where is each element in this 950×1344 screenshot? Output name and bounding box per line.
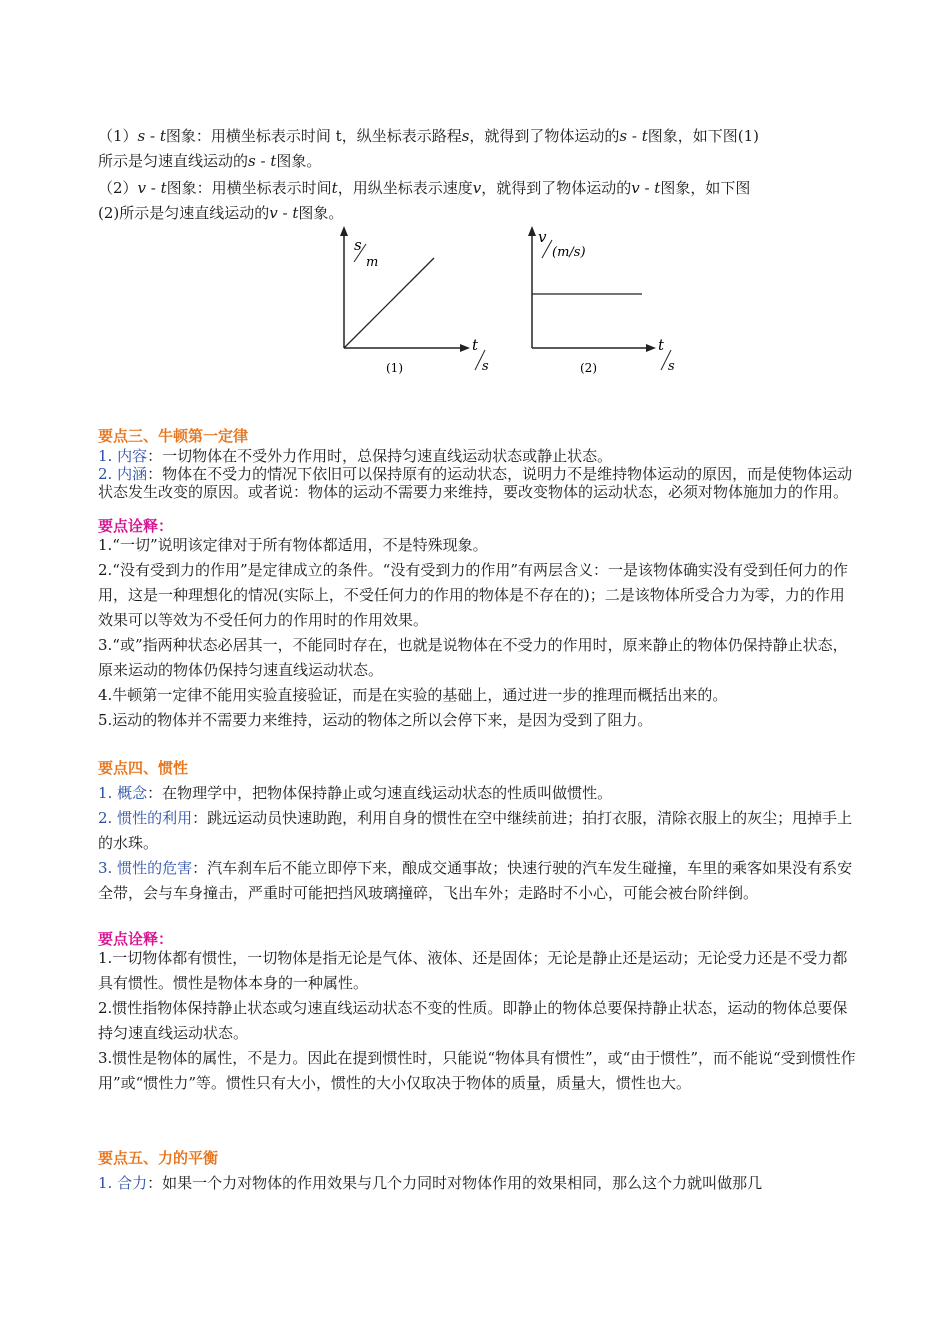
text: 图象：用横坐标表示时间 t，纵坐标表示路程 <box>165 127 462 145</box>
vt-graph-paragraph <box>98 176 858 226</box>
vt-symbol: v - t <box>269 204 299 222</box>
y-label: s <box>354 236 362 254</box>
item-text: ：物体在不受力的情况下依旧可以保持原有的运动状态，说明力不是维持物体运动的原因，而是使物体运动状态发生改变的原因。或者说：物体的运动不需要力来维持，要改变物体的运动状态，必须对物体施加力的作用。 <box>98 465 853 501</box>
text: (2)所示是匀速直线运动的 <box>98 204 270 222</box>
vt-symbol: v - t <box>137 179 167 197</box>
text: ，就得到了物体运动的 <box>469 127 620 145</box>
st-line <box>344 258 434 348</box>
y-axis-arrow <box>528 226 536 236</box>
v-symbol: v <box>472 179 482 197</box>
st-symbol: s - t <box>619 127 648 145</box>
text: 图象。 <box>298 204 344 222</box>
t-symbol: t <box>331 179 338 197</box>
item-text: ：跳远运动员快速助跑，利用自身的惯性在空中继续前进；拍打衣服，清除衣服上的灰尘；甩掉手上的水珠。 <box>98 809 853 852</box>
hazard-item <box>98 856 858 906</box>
item-number: （2） <box>98 179 138 197</box>
note-item: 3.“或”指两种状态必居其一，不能同时存在，也就是说物体在不受力的作用时，原来静止的物体仍保持静止状态，原来运动的物体仍保持匀速直线运动状态。 <box>98 636 848 679</box>
x-unit: s <box>668 359 675 374</box>
section-heading: 要点四、惯性 <box>98 759 189 777</box>
section4-content <box>98 781 858 906</box>
x-label: t <box>658 336 665 354</box>
st-graph <box>340 226 489 375</box>
section5-content <box>98 1171 858 1196</box>
text: 图象，如下图(1) <box>647 127 760 145</box>
section3-notes <box>98 533 858 733</box>
y-label: v <box>538 228 547 246</box>
usage-item <box>98 806 858 856</box>
item-label: 2. 惯性的利用 <box>98 809 193 827</box>
st-symbol: s - t <box>137 127 166 145</box>
note-item: 1.一切物体都有惯性，一切物体是指无论是气体、液体、还是固体；无论是静止还是运动；无论受力还是不受力都具有惯性。惯性是物体本身的一种属性。 <box>98 949 848 992</box>
text: 图象：用横坐标表示时间 <box>166 179 332 197</box>
vt-graph <box>528 226 675 375</box>
figure-caption: (1) <box>386 361 403 375</box>
notes-heading: 要点诠释： <box>98 517 174 535</box>
section4-notes <box>98 946 858 1096</box>
item-text: ：在物理学中，把物体保持静止或匀速直线运动状态的性质叫做惯性。 <box>147 784 613 802</box>
item-label: 3. 惯性的危害 <box>98 859 193 877</box>
text: 所示是匀速直线运动的 <box>98 152 249 170</box>
item-number: （1） <box>98 127 138 145</box>
note-item: 4.牛顿第一定律不能用实验直接验证，而是在实验的基础上，通过进一步的推理而概括出来的。 <box>98 686 728 704</box>
section3-content <box>98 447 858 465</box>
x-axis-arrow <box>460 344 470 352</box>
y-axis-arrow <box>340 226 348 236</box>
item-label: 1. 内容 <box>98 447 148 465</box>
section-heading: 要点五、力的平衡 <box>98 1149 219 1167</box>
y-unit: m <box>366 255 379 270</box>
st-symbol: s - t <box>248 152 277 170</box>
item-text: ：汽车刹车后不能立即停下来，酿成交通事故；快速行驶的汽车发生碰撞，车里的乘客如果没有系安全带，会与车身撞击，严重时可能把挡风玻璃撞碎，飞出车外；走路时不小心，可能会被台阶绊倒。 <box>98 859 853 902</box>
item-label: 2. 内涵 <box>98 465 148 483</box>
note-item: 2.惯性指物体保持静止状态或匀速直线运动状态不变的性质。即静止的物体总要保持静止状态，运动的物体总要保持匀速直线运动状态。 <box>98 999 848 1042</box>
note-item: 2.“没有受到力的作用”是定律成立的条件。“没有受到力的作用”有两层含义：一是该物体确实没有受到任何力的作用，这是一种理想化的情况(实际上，不受任何力的作用的物体是不存在的)；二是该物体所受合力为零，力的作用效果可以等效为不受任何力的作用时的作用效果。 <box>98 561 848 629</box>
concept-item <box>98 781 858 806</box>
note-item: 1.“一切”说明该定律对于所有物体都适用，不是特殊现象。 <box>98 536 488 554</box>
x-axis-arrow <box>646 344 656 352</box>
st-graph-paragraph <box>98 124 858 174</box>
note-item: 3.惯性是物体的属性，不是力。因此在提到惯性时，只能说“物体具有惯性”，或“由于惯性”，而不能说“受到惯性作用”或“惯性力”等。惯性只有大小，惯性的大小仅取决于物体的质量，质量大，惯性也大。 <box>98 1049 856 1092</box>
item-label: 1. 合力 <box>98 1174 148 1192</box>
motion-graphs-figure <box>330 222 690 382</box>
vt-symbol: v - t <box>631 179 661 197</box>
item-text: ：如果一个力对物体的作用效果与几个力同时对物体作用的效果相同，那么这个力就叫做那几 <box>147 1174 763 1192</box>
s-symbol: s <box>461 127 470 145</box>
item-label: 1. 概念 <box>98 784 148 802</box>
x-label: t <box>472 336 479 354</box>
text: 图象，如下图 <box>660 179 751 197</box>
x-unit: s <box>482 359 489 374</box>
text: ，就得到了物体运动的 <box>481 179 632 197</box>
note-item: 5.运动的物体并不需要力来维持，运动的物体之所以会停下来，是因为受到了阻力。 <box>98 711 653 729</box>
text: ，用纵坐标表示速度 <box>337 179 473 197</box>
text: 图象。 <box>276 152 322 170</box>
y-unit: (m/s) <box>552 245 586 260</box>
item-text: ：一切物体在不受外力作用时，总保持匀速直线运动状态或静止状态。 <box>147 447 613 465</box>
notes-heading: 要点诠释： <box>98 930 174 948</box>
figure-caption: (2) <box>580 361 597 375</box>
section-heading: 要点三、牛顿第一定律 <box>98 427 249 445</box>
section3-connotation <box>98 465 858 501</box>
